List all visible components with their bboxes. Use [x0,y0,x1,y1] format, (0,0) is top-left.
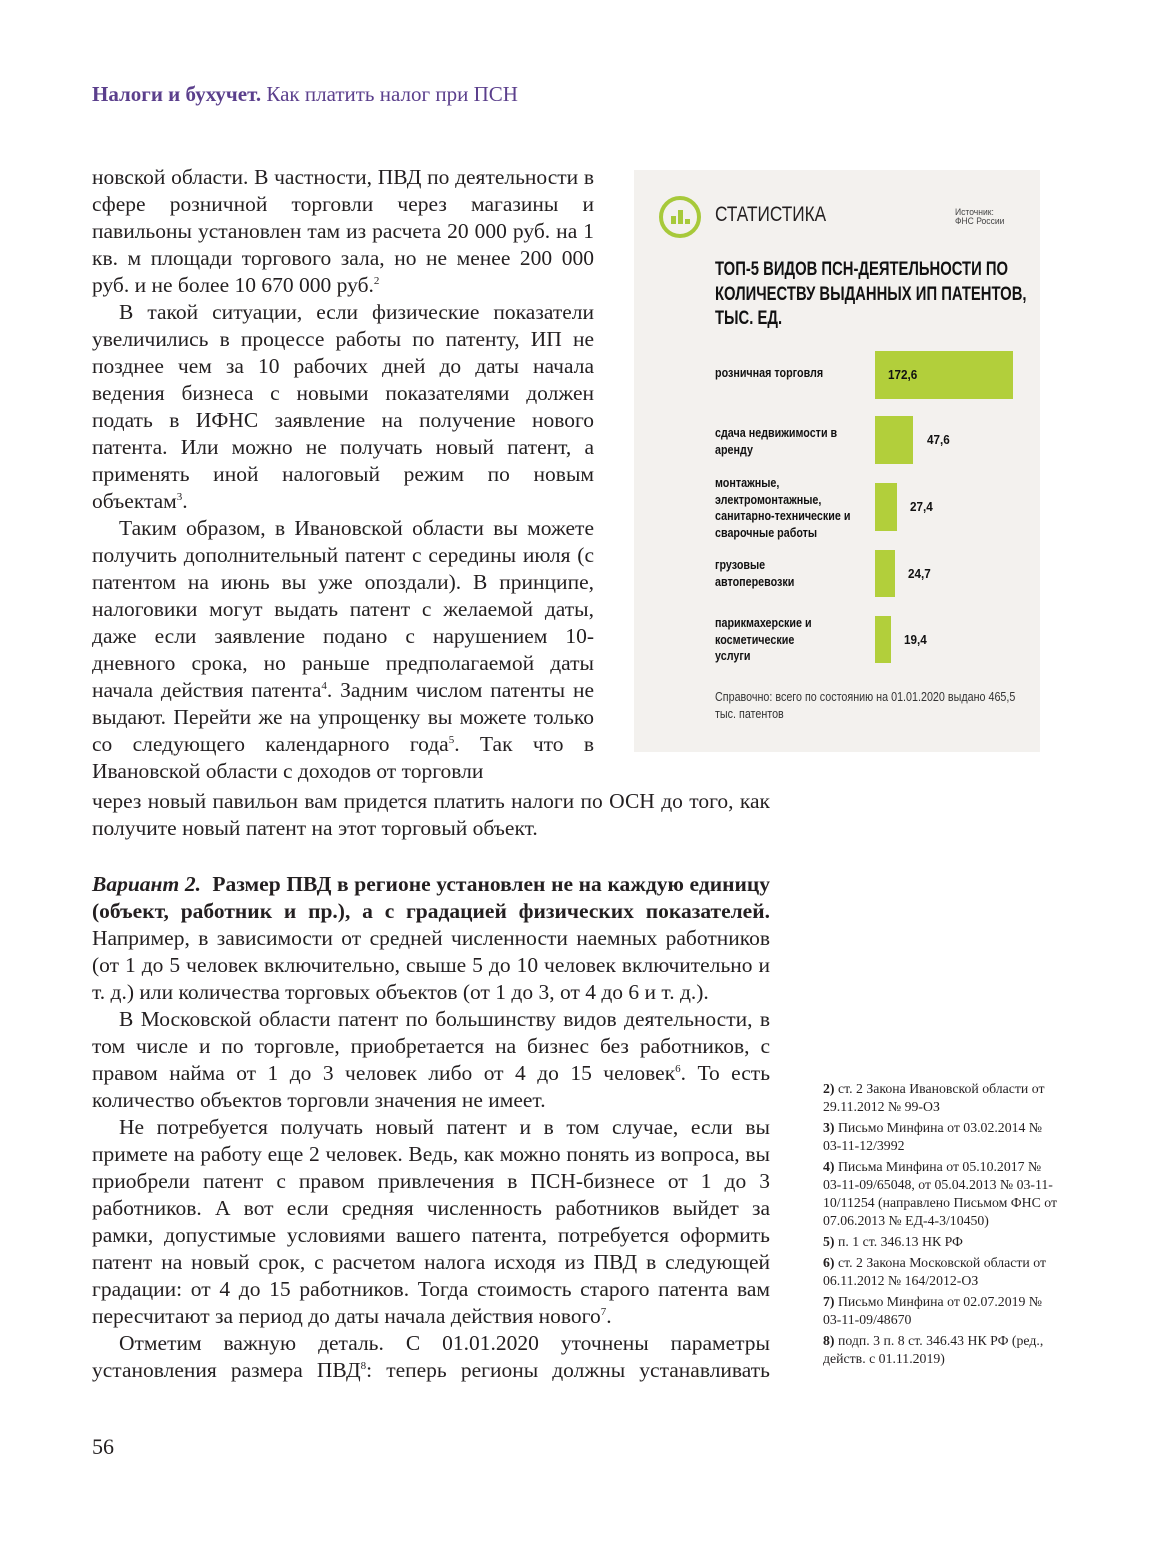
bar [875,616,891,663]
chart-title: ТОП-5 ВИДОВ ПСН-ДЕЯТЕЛЬНОСТИ ПО КОЛИЧЕСТВУ ВЫДАННЫХ ИП ПАТЕНТОВ, ТЫС. ЕД. [715,259,1027,329]
footnote: 5) п. 1 ст. 346.13 НК РФ [823,1234,963,1249]
footnote: 3) Письмо Минфина от 03.02.2014 № 03-11-12/3992 [823,1120,1043,1153]
source-note: Источник: ФНС России [955,207,1005,227]
article-column-bottom [92,788,770,1384]
footnote-ref: 2 [373,275,380,287]
bar [875,483,897,531]
footnote-ref: 7 [600,1306,607,1318]
section-name: Налоги и бухучет. [92,82,262,106]
footnote: 7) Письмо Минфина от 02.07.2019 № 03-11-09/48670 [823,1294,1043,1327]
bar-value: 19,4 [904,632,927,647]
paragraph-1: новской области. В частности, ПВД по деятельности в сфере розничной торговли через магазины и павильоны установлен там из расчета 20 000 руб. на 1 кв. м площади торгового зала, но не менее 200 000 руб. и не более 10 670 000 руб.$^2$ [92,165,594,297]
footnote: 2) ст. 2 Закона Ивановской области от 29.11.2012 № 99-ОЗ [823,1081,1045,1114]
paragraph-7: Отметим важную деталь. С 01.01.2020 уточнены параметры установления размера ПВД$^8$: теперь регионы должны устанавливать [92,1331,770,1382]
bar-value: 172,6 [888,367,918,382]
paragraph-3-continuation: через новый павильон вам придется платить налоги по ОСН до того, как получите новый патент на этот торговый объект. [92,789,770,840]
bar-label: монтажные, электромонтажные, санитарно-технические и сварочные работы [715,476,851,540]
paragraph-2: В такой ситуации, если физические показатели увеличились в процессе работы по патенту, ИП не позднее чем за 10 рабочих дней до даты начала ведения бизнеса с новыми показателями должен подать в ИФНС заявление на получение нового патента. Или можно не получать новый патент, а применять иной налоговый режим по новым объектам$^3$. [92,300,594,513]
footnote: 8) подп. 3 п. 8 ст. 346.43 НК РФ (ред., действ. с 01.11.2019) [823,1333,1044,1366]
footnote: 6) ст. 2 Закона Московской области от 06.11.2012 № 164/2012-ОЗ [823,1255,1047,1288]
page-number: 56 [92,1434,114,1459]
footnote: 4) Письма Минфина от 05.10.2017 № 03-11-09/65048, от 05.04.2013 № 03-11-10/11254 (направлено Письмом ФНС от 07.06.2013 № ЕД-4-3/10450) [823,1159,1058,1228]
bar [875,416,913,464]
statistics-label: СТАТИСТИКА [715,203,827,226]
variant-2-paragraph: Вариант 2. Размер ПВД в регионе установлен не на каждую единицу (объект, работник и пр.), а с градацией физических показателей. Например, в зависимости от средней численности наемных работников (от 1 до 5 человек включительно, свыше 5 до 10 человек включительно и т. д.) или количества торговых объектов (от 1 до 3, от 4 до 6 и т. д.). [92,872,770,1004]
bar-chart-icon [659,196,701,238]
paragraph-6: Не потребуется получать новый патент и в том случае, если вы примете на работу еще 2 человек. Ведь, как можно понять из вопроса, вы приобрели патент с правом привлечения в ПСН-бизнесе от 1 до 3 работников. А вот если средняя численность работников выйдет за рамки, допустимые условиями вашего патента, потребуется оформить патент на новый срок, с расчетом налога исходя из ПВД в следующей градации: от 4 до 15 работников. Тогда стоимость старого патента вам пересчитают за период до даты начала действия нового$^7$. [92,1115,770,1328]
footnote-ref: 5 [448,734,455,746]
bar-label: розничная торговля [715,366,824,380]
paragraph-3: Таким образом, в Ивановской области вы можете получить дополнительный патент с середины июля (с патентом на июнь вы уже опоздали). В принципе, налоговики могут выдать патент с желаемой даты, даже если заявление подано с нарушением 10-дневного срока, но раньше предполагаемой даты начала действия патента$^4$. Задним числом патенты не выдают. Перейти же на упрощенку вы можете только со следующего календарного года$^5$. Так что в Ивановской области с доходов от торговли [92,516,594,783]
statistics-box [634,170,1040,752]
footnote-ref: 8 [360,1360,367,1372]
footnote-ref: 6 [675,1063,681,1075]
article-title: Как платить налог при ПСН [266,82,518,106]
paragraph-5: В Московской области патент по большинству видов деятельности, в том числе и по торговле, приобретается на бизнес без работников, с правом найма от 1 до 3 человек либо от 4 до 15 человек$^6$. То есть количество объектов торговли значения не имеет. [92,1007,770,1112]
bar-value: 24,7 [908,566,931,581]
footnote-ref: 3 [176,491,183,503]
bar [875,550,895,597]
bar-value: 47,6 [927,432,950,447]
bar-label: грузовые автоперевозки [715,558,795,589]
bar-label: парикмахерские и косметические услуги [715,616,812,663]
footnote-ref: 4 [321,680,327,692]
running-header [92,82,518,107]
footnotes [823,1080,1058,1371]
chart-annotation: Справочно: всего по состоянию на 01.01.2020 выдано 465,5 тыс. патентов [715,690,1016,721]
bar-label: сдача недвижимости в аренду [715,426,838,457]
bar-value: 27,4 [910,499,933,514]
article-column-top [92,164,594,785]
